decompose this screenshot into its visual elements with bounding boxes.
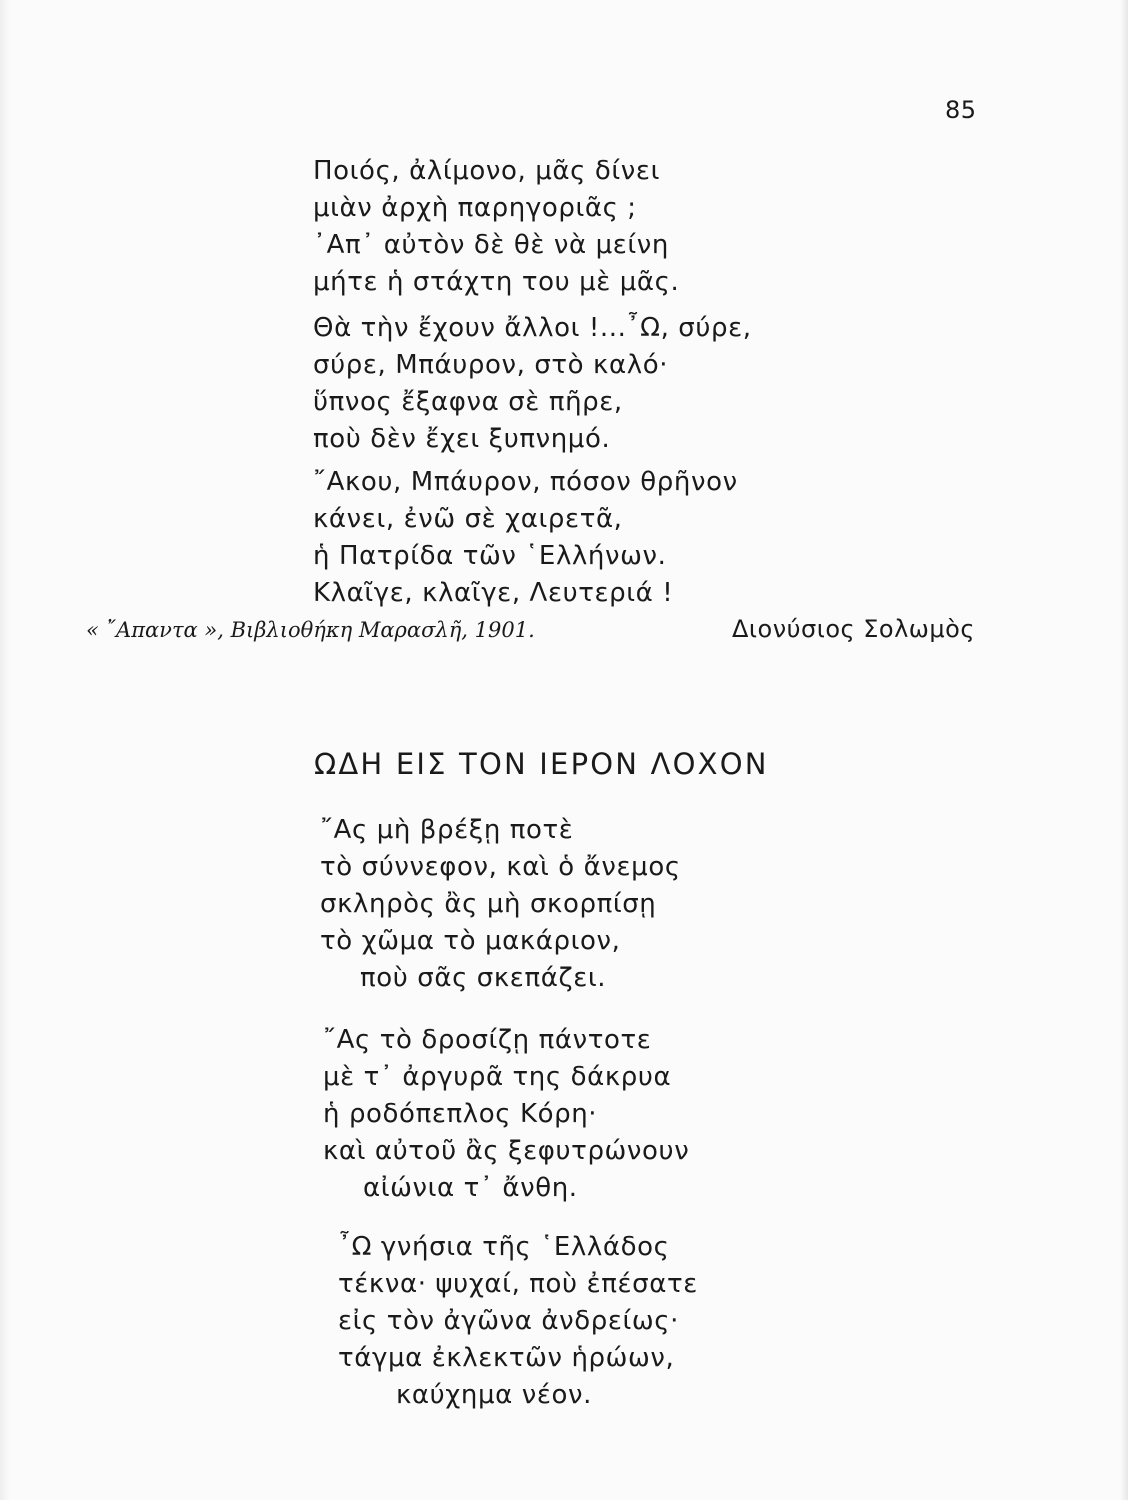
source-citation: « ῎Απαντα », Βιβλιοθήκη Μαρασλῆ, 1901. — [86, 618, 535, 642]
verse-line: κάνει, ἐνῶ σὲ χαιρετᾶ, — [313, 504, 623, 534]
verse-line: σκληρὸς ἂς μὴ σκορπίσῃ — [320, 889, 657, 919]
verse-line: τέκνα· ψυχαί, ποὺ ἐπέσατε — [338, 1269, 698, 1299]
verse-line: τὸ σύννεφον, καὶ ὁ ἄνεμος — [320, 852, 681, 882]
poem-title: ΩΔΗ ΕΙΣ ΤΟΝ ΙΕΡΟΝ ΛΟΧΟΝ — [314, 747, 769, 781]
page-edge-shadow — [0, 0, 10, 1500]
verse-line: τάγμα ἐκλεκτῶν ἡρώων, — [338, 1343, 675, 1373]
verse-line: μιὰν ἀρχὴ παρηγοριᾶς ; — [313, 193, 637, 223]
verse-line: Κλαῖγε, κλαῖγε, Λευτεριά ! — [313, 578, 674, 608]
stanza — [313, 153, 679, 301]
verse-line: ῏Ω γνήσια τῆς ῾Ελλάδος — [338, 1232, 670, 1262]
verse-line: σύρε, Μπάυρον, στὸ καλό· — [313, 350, 669, 380]
stanza — [320, 812, 681, 997]
verse-line: ποὺ δὲν ἔχει ξυπνημό. — [313, 424, 611, 454]
page-number: 85 — [945, 96, 977, 124]
verse-line: μήτε ἡ στάχτη του μὲ μᾶς. — [313, 267, 680, 297]
verse-line: ῎Ας τὸ δροσίζῃ πάντοτε — [323, 1025, 652, 1055]
page-edge-shadow-right — [1120, 0, 1128, 1500]
verse-line: Θὰ τὴν ἔχουν ἄλλοι !...῏Ω, σύρε, — [313, 313, 752, 343]
verse-line: ποὺ σᾶς σκεπάζει. — [360, 963, 607, 993]
author-name: Διονύσιος Σολωμὸς — [732, 615, 975, 643]
verse-line: τὸ χῶμα τὸ μακάριον, — [320, 926, 621, 956]
verse-line: αἰώνια τ᾿ ἄνθη. — [363, 1173, 578, 1203]
verse-line: εἰς τὸν ἀγῶνα ἀνδρείως· — [338, 1306, 679, 1336]
verse-line: ὕπνος ἔξαφνα σὲ πῆρε, — [313, 387, 623, 417]
stanza — [338, 1229, 698, 1414]
verse-line: ἡ Πατρίδα τῶν ῾Ελλήνων. — [313, 541, 667, 571]
verse-line: ῎Ας μὴ βρέξῃ ποτὲ — [320, 815, 574, 845]
stanza — [313, 464, 738, 612]
verse-line: καὶ αὐτοῦ ἂς ξεφυτρώνουν — [323, 1136, 690, 1166]
stanza — [313, 310, 752, 458]
verse-line: ᾿Απ᾿ αὐτὸν δὲ θὲ νὰ μείνη — [313, 230, 670, 260]
verse-line: ἡ ροδόπεπλος Κόρη· — [323, 1099, 598, 1129]
verse-line: Ποιός, ἀλίμονο, μᾶς δίνει — [313, 156, 660, 186]
stanza — [323, 1022, 689, 1207]
verse-line: ῎Ακου, Μπάυρον, πόσον θρῆνον — [313, 467, 738, 497]
verse-line: καύχημα νέον. — [396, 1380, 593, 1410]
verse-line: μὲ τ᾿ ἀργυρᾶ της δάκρυα — [323, 1062, 672, 1092]
